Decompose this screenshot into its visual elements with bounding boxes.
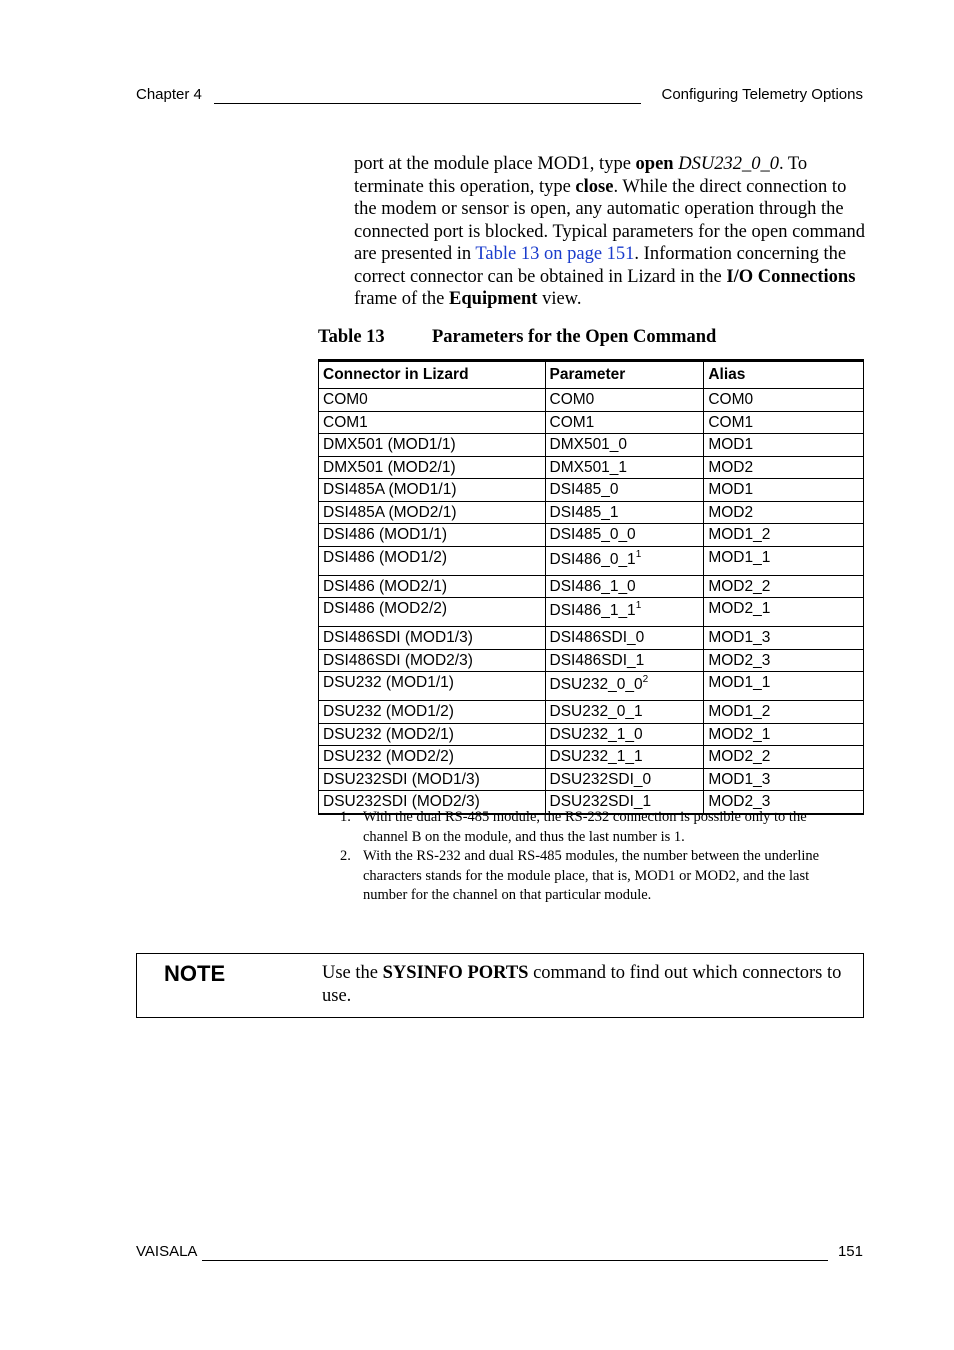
table-row <box>319 768 864 791</box>
connector-cell: DSI486 (MOD2/2) <box>319 598 546 627</box>
connector-cell: DMX501 (MOD2/1) <box>319 456 546 479</box>
page-number: 151 <box>837 1243 863 1260</box>
table-row <box>319 723 864 746</box>
table-cross-reference-link[interactable]: Table 13 on page 151 <box>475 244 635 264</box>
connector-cell: DSI485A (MOD2/1) <box>319 501 546 524</box>
parameter-cell: COM0 <box>545 389 704 412</box>
footnote-marker: 2 <box>642 674 649 685</box>
footnote-number: 1. <box>340 809 351 825</box>
parameter-cell: DSU232_1_0 <box>545 723 704 746</box>
footnote-text: With the RS-232 and dual RS-485 modules, the number between the underline characters stands for the module place, that is, MOD1 or MOD2, and the last number for the channel on that particular module. <box>363 848 820 903</box>
footnotes <box>340 808 850 906</box>
alias-cell: MOD2_1 <box>704 598 864 627</box>
close-keyword: close <box>575 176 614 197</box>
alias-cell: MOD2_2 <box>704 746 864 769</box>
parameter-cell: DMX501_0 <box>545 434 704 457</box>
io-connections-term: I/O Connections <box>726 266 856 287</box>
connector-cell: DSU232SDI (MOD2/3) <box>319 791 546 814</box>
port-example: DSU232_0_0 <box>678 154 779 174</box>
parameter-cell: DSI485_0 <box>545 479 704 502</box>
connector-cell: DSI485A (MOD1/1) <box>319 479 546 502</box>
connector-cell: COM0 <box>319 389 546 412</box>
parameter-cell: DSU232SDI_0 <box>545 768 704 791</box>
alias-cell: MOD1_3 <box>704 627 864 650</box>
table-row <box>319 649 864 672</box>
table-row <box>319 627 864 650</box>
connector-cell: DSI486SDI (MOD1/3) <box>319 627 546 650</box>
note-box <box>136 953 864 1018</box>
connector-cell: DSU232 (MOD1/1) <box>319 672 546 701</box>
page-header <box>136 86 863 106</box>
table-row <box>319 411 864 434</box>
table-row <box>319 546 864 575</box>
alias-cell: MOD2_3 <box>704 791 864 814</box>
connector-cell: DSI486 (MOD1/1) <box>319 524 546 547</box>
header-rule <box>214 103 641 104</box>
connector-cell: DSU232 (MOD2/2) <box>319 746 546 769</box>
alias-cell: MOD2 <box>704 501 864 524</box>
connector-cell: COM1 <box>319 411 546 434</box>
sysinfo-command: SYSINFO PORTS <box>382 963 529 983</box>
footnote <box>340 847 850 906</box>
connector-cell: DSU232 (MOD1/2) <box>319 701 546 724</box>
table-row <box>319 672 864 701</box>
alias-cell: MOD1_3 <box>704 768 864 791</box>
alias-cell: MOD1_2 <box>704 701 864 724</box>
footnote-marker: 1 <box>635 548 642 560</box>
footnote-text: With the dual RS-485 module, the RS-232 connection is possible only to the channel B on the module, and thus the last number is 1. <box>363 809 807 845</box>
alias-cell: MOD1 <box>704 479 864 502</box>
footnote <box>340 808 850 847</box>
table-row <box>319 746 864 769</box>
parameter-cell: DSI486SDI_0 <box>545 627 704 650</box>
column-header: Connector in Lizard <box>319 361 546 389</box>
section-title: Configuring Telemetry Options <box>658 86 864 103</box>
connector-cell: DSI486 (MOD1/2) <box>319 546 546 575</box>
column-header: Parameter <box>545 361 704 389</box>
table-row <box>319 701 864 724</box>
alias-cell: MOD2_2 <box>704 575 864 598</box>
footnote-number: 2. <box>340 848 351 864</box>
connector-cell: DSU232 (MOD2/1) <box>319 723 546 746</box>
parameter-cell: DSI486SDI_1 <box>545 649 704 672</box>
note-text: Use the SYSINFO PORTS command to find out which connectors to use. <box>322 963 842 1006</box>
table-row <box>319 456 864 479</box>
page-footer <box>136 1243 863 1263</box>
connector-cell: DSI486SDI (MOD2/3) <box>319 649 546 672</box>
table-number: Table 13 <box>318 327 385 347</box>
alias-cell: MOD1_1 <box>704 546 864 575</box>
connector-cell: DSU232SDI (MOD1/3) <box>319 768 546 791</box>
footer-rule <box>202 1260 828 1261</box>
parameter-cell: DSI485_0_0 <box>545 524 704 547</box>
table-row <box>319 389 864 412</box>
table-row <box>319 501 864 524</box>
alias-cell: MOD2_3 <box>704 649 864 672</box>
table-header-row <box>319 361 864 389</box>
column-header: Alias <box>704 361 864 389</box>
parameter-cell: DSI486_1_0 <box>545 575 704 598</box>
parameter-cell: $DSI486\_1\_1^1$ <box>545 598 704 627</box>
intro-paragraph: port at the module place MOD1, type open DSU232_0_0. To terminate this operation, type close. While the direct connection to the modem or sensor is open, any automatic operation through the connected port is blocked. Typical parameters for the open command are presented in Table 13 on page 151. Information concerning the correct connector can be obtained in Lizard in the I/O Connections frame of the Equipment view. <box>354 154 866 309</box>
footnote-marker: 1 <box>635 600 642 611</box>
chapter-label: Chapter 4 <box>136 86 202 103</box>
table-caption <box>318 327 716 348</box>
parameter-cell: DSU232_1_1 <box>545 746 704 769</box>
connector-cell: DMX501 (MOD1/1) <box>319 434 546 457</box>
alias-cell: COM0 <box>704 389 864 412</box>
parameters-table <box>318 359 864 815</box>
connector-cell: DSI486 (MOD2/1) <box>319 575 546 598</box>
parameter-cell: DMX501_1 <box>545 456 704 479</box>
parameter-cell: $DSI486\_0\_1^1$ <box>545 546 704 575</box>
parameter-cell: COM1 <box>545 411 704 434</box>
table-title: Parameters for the Open Command <box>432 327 717 347</box>
alias-cell: MOD1_1 <box>704 672 864 701</box>
table-row <box>319 524 864 547</box>
table-row <box>319 479 864 502</box>
alias-cell: MOD1_2 <box>704 524 864 547</box>
parameter-cell: DSU232SDI_1 <box>545 791 704 814</box>
table-row <box>319 434 864 457</box>
parameter-cell: DSI485_1 <box>545 501 704 524</box>
alias-cell: MOD1 <box>704 434 864 457</box>
company-name: VAISALA <box>136 1243 198 1260</box>
alias-cell: COM1 <box>704 411 864 434</box>
table-row <box>319 575 864 598</box>
alias-cell: MOD2 <box>704 456 864 479</box>
alias-cell: MOD2_1 <box>704 723 864 746</box>
table-row <box>319 598 864 627</box>
parameter-cell: $DSU232\_0\_0^2$ <box>545 672 704 701</box>
equipment-term: Equipment <box>449 289 538 309</box>
parameter-cell: DSU232_0_1 <box>545 701 704 724</box>
open-keyword: open <box>635 154 674 174</box>
note-label: NOTE <box>164 961 226 986</box>
